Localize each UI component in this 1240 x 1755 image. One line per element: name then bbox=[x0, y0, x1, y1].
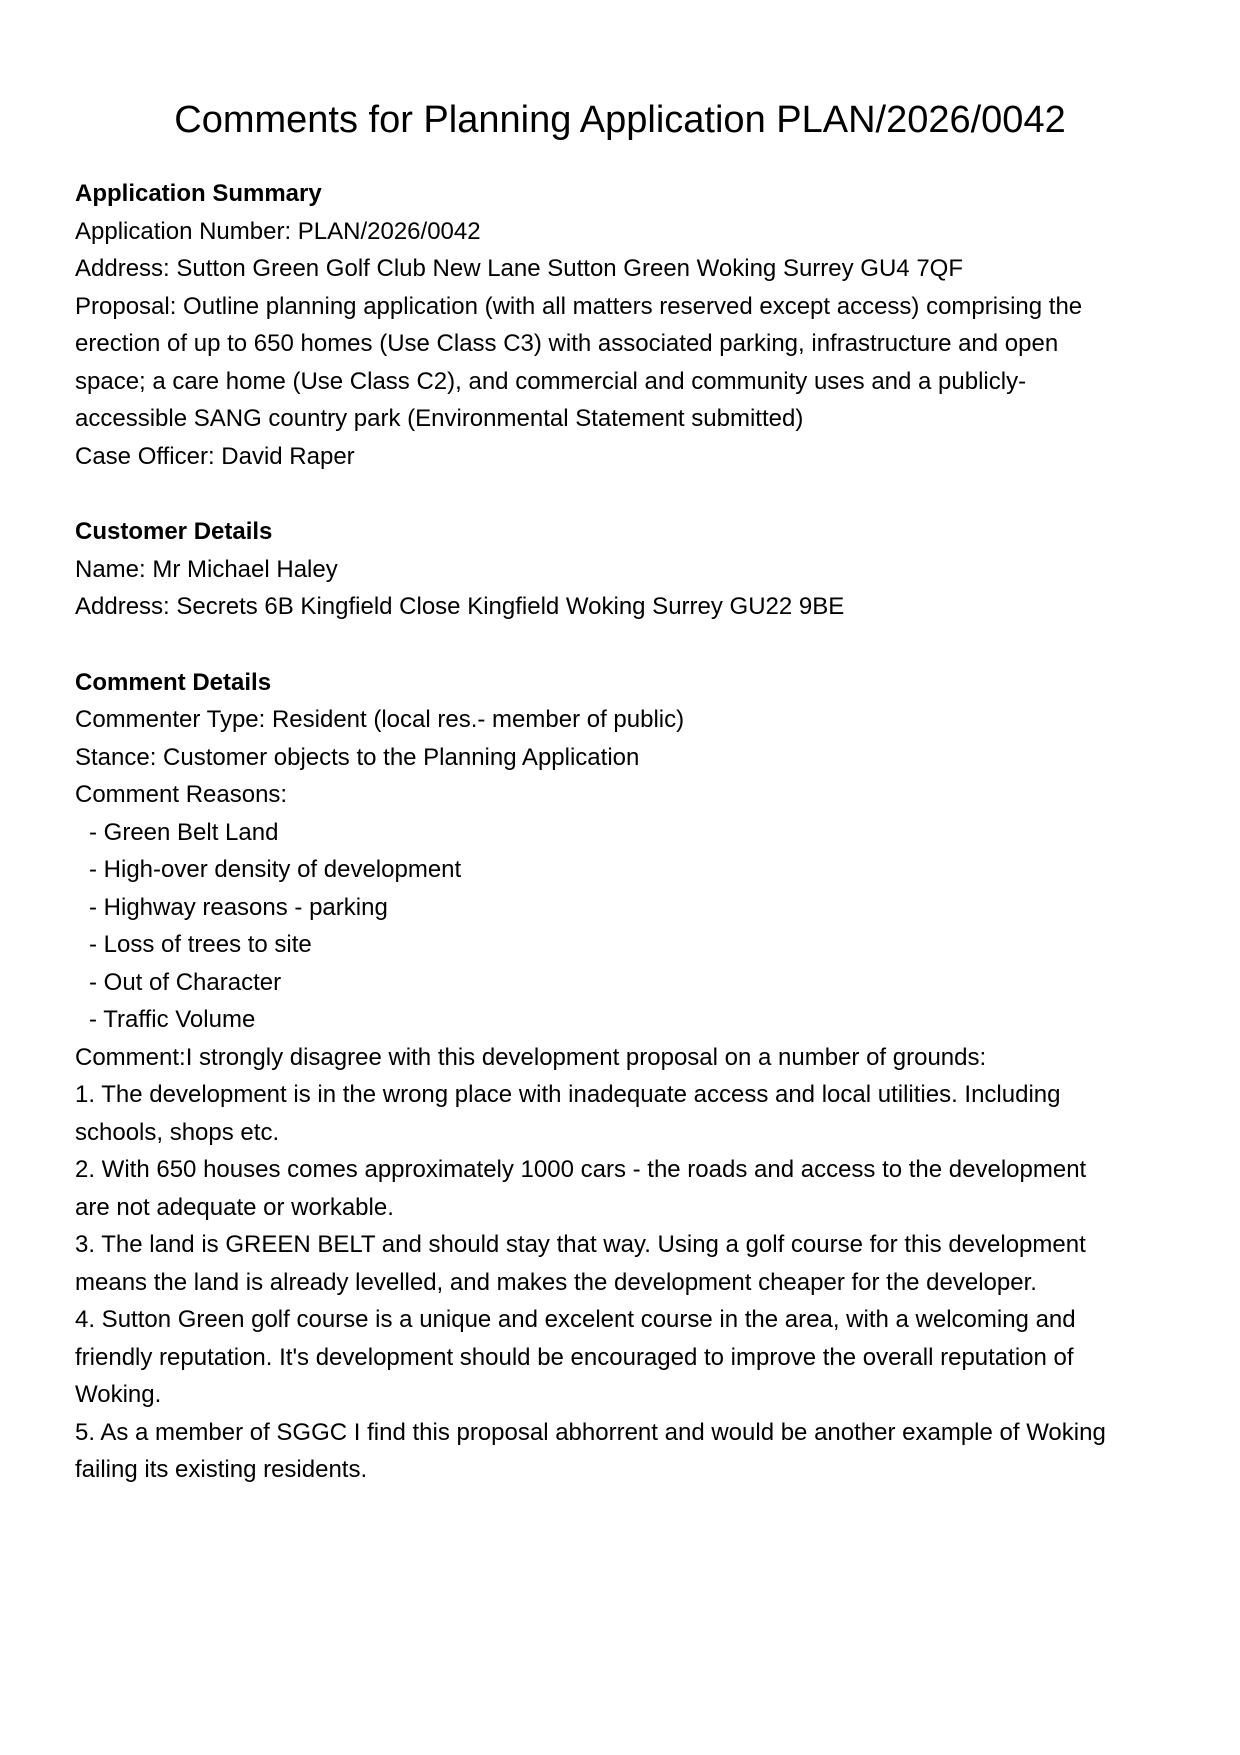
comment-text-line: Comment:I strongly disagree with this development proposal on a number of grounds: bbox=[75, 1043, 987, 1071]
case-officer: Case Officer: David Raper bbox=[75, 442, 355, 470]
comment-text-line: 2. With 650 houses comes approximately 1000 cars - the roads and access to the development bbox=[75, 1156, 1087, 1183]
comment-text-line: 5. As a member of SGGC I find this proposal abhorrent and would be another example of Woking bbox=[75, 1418, 1106, 1446]
customer-details-heading: Customer Details bbox=[75, 518, 273, 545]
comment-reason-item: - Loss of trees to site bbox=[89, 931, 312, 958]
customer-name: Name: Mr Michael Haley bbox=[75, 555, 338, 583]
application-summary-section bbox=[75, 175, 1165, 475]
proposal-line: erection of up to 650 homes (Use Class C3) with associated parking, infrastructure and open bbox=[75, 330, 1059, 357]
customer-details-section bbox=[75, 513, 1165, 626]
comment-text-line: 1. The development is in the wrong place with inadequate access and local utilities. Including bbox=[75, 1081, 1061, 1108]
comment-reason-item: - Traffic Volume bbox=[89, 1006, 256, 1033]
stance: Stance: Customer objects to the Planning Application bbox=[75, 743, 640, 771]
application-address: Address: Sutton Green Golf Club New Lane Sutton Green Woking Surrey GU4 7QF bbox=[75, 255, 963, 282]
customer-address: Address: Secrets 6B Kingfield Close Kingfield Woking Surrey GU22 9BE bbox=[75, 593, 845, 620]
comment-reason-item: - Green Belt Land bbox=[89, 818, 279, 846]
comment-text-line: 4. Sutton Green golf course is a unique and excelent course in the area, with a welcoming and bbox=[75, 1306, 1076, 1333]
comment-text-line: are not adequate or workable. bbox=[75, 1193, 394, 1221]
comment-text-line: schools, shops etc. bbox=[75, 1118, 280, 1146]
proposal-line: space; a care home (Use Class C2), and commercial and community uses and a publicly- bbox=[75, 367, 1027, 395]
comment-reasons-label: Comment Reasons: bbox=[75, 781, 288, 808]
comment-reason-item: - Out of Character bbox=[89, 968, 282, 996]
comment-reason-item: - High-over density of development bbox=[89, 856, 462, 883]
comment-text-line: friendly reputation. It's development should be encouraged to improve the overall reputation of bbox=[75, 1343, 1074, 1371]
page-title: Comments for Planning Application PLAN/2026/0042 bbox=[174, 99, 1066, 141]
comment-text-line: means the land is already levelled, and makes the development cheaper for the developer. bbox=[75, 1268, 1037, 1296]
comment-reason-item: - Highway reasons - parking bbox=[89, 893, 388, 921]
comment-details-section bbox=[75, 664, 1165, 1489]
comment-text-line: failing its existing residents. bbox=[75, 1456, 368, 1483]
application-number: Application Number: PLAN/2026/0042 bbox=[75, 217, 481, 245]
comment-text-line: 3. The land is GREEN BELT and should stay that way. Using a golf course for this development bbox=[75, 1231, 1086, 1258]
document-page bbox=[75, 90, 1165, 1489]
comment-text-line: Woking. bbox=[75, 1381, 162, 1408]
comment-details-heading: Comment Details bbox=[75, 668, 272, 696]
application-summary-heading: Application Summary bbox=[75, 180, 322, 207]
proposal-line: Proposal: Outline planning application (with all matters reserved except access) comprising the bbox=[75, 292, 1083, 320]
proposal-line: accessible SANG country park (Environmental Statement submitted) bbox=[75, 405, 804, 432]
commenter-type: Commenter Type: Resident (local res.- member of public) bbox=[75, 706, 685, 733]
